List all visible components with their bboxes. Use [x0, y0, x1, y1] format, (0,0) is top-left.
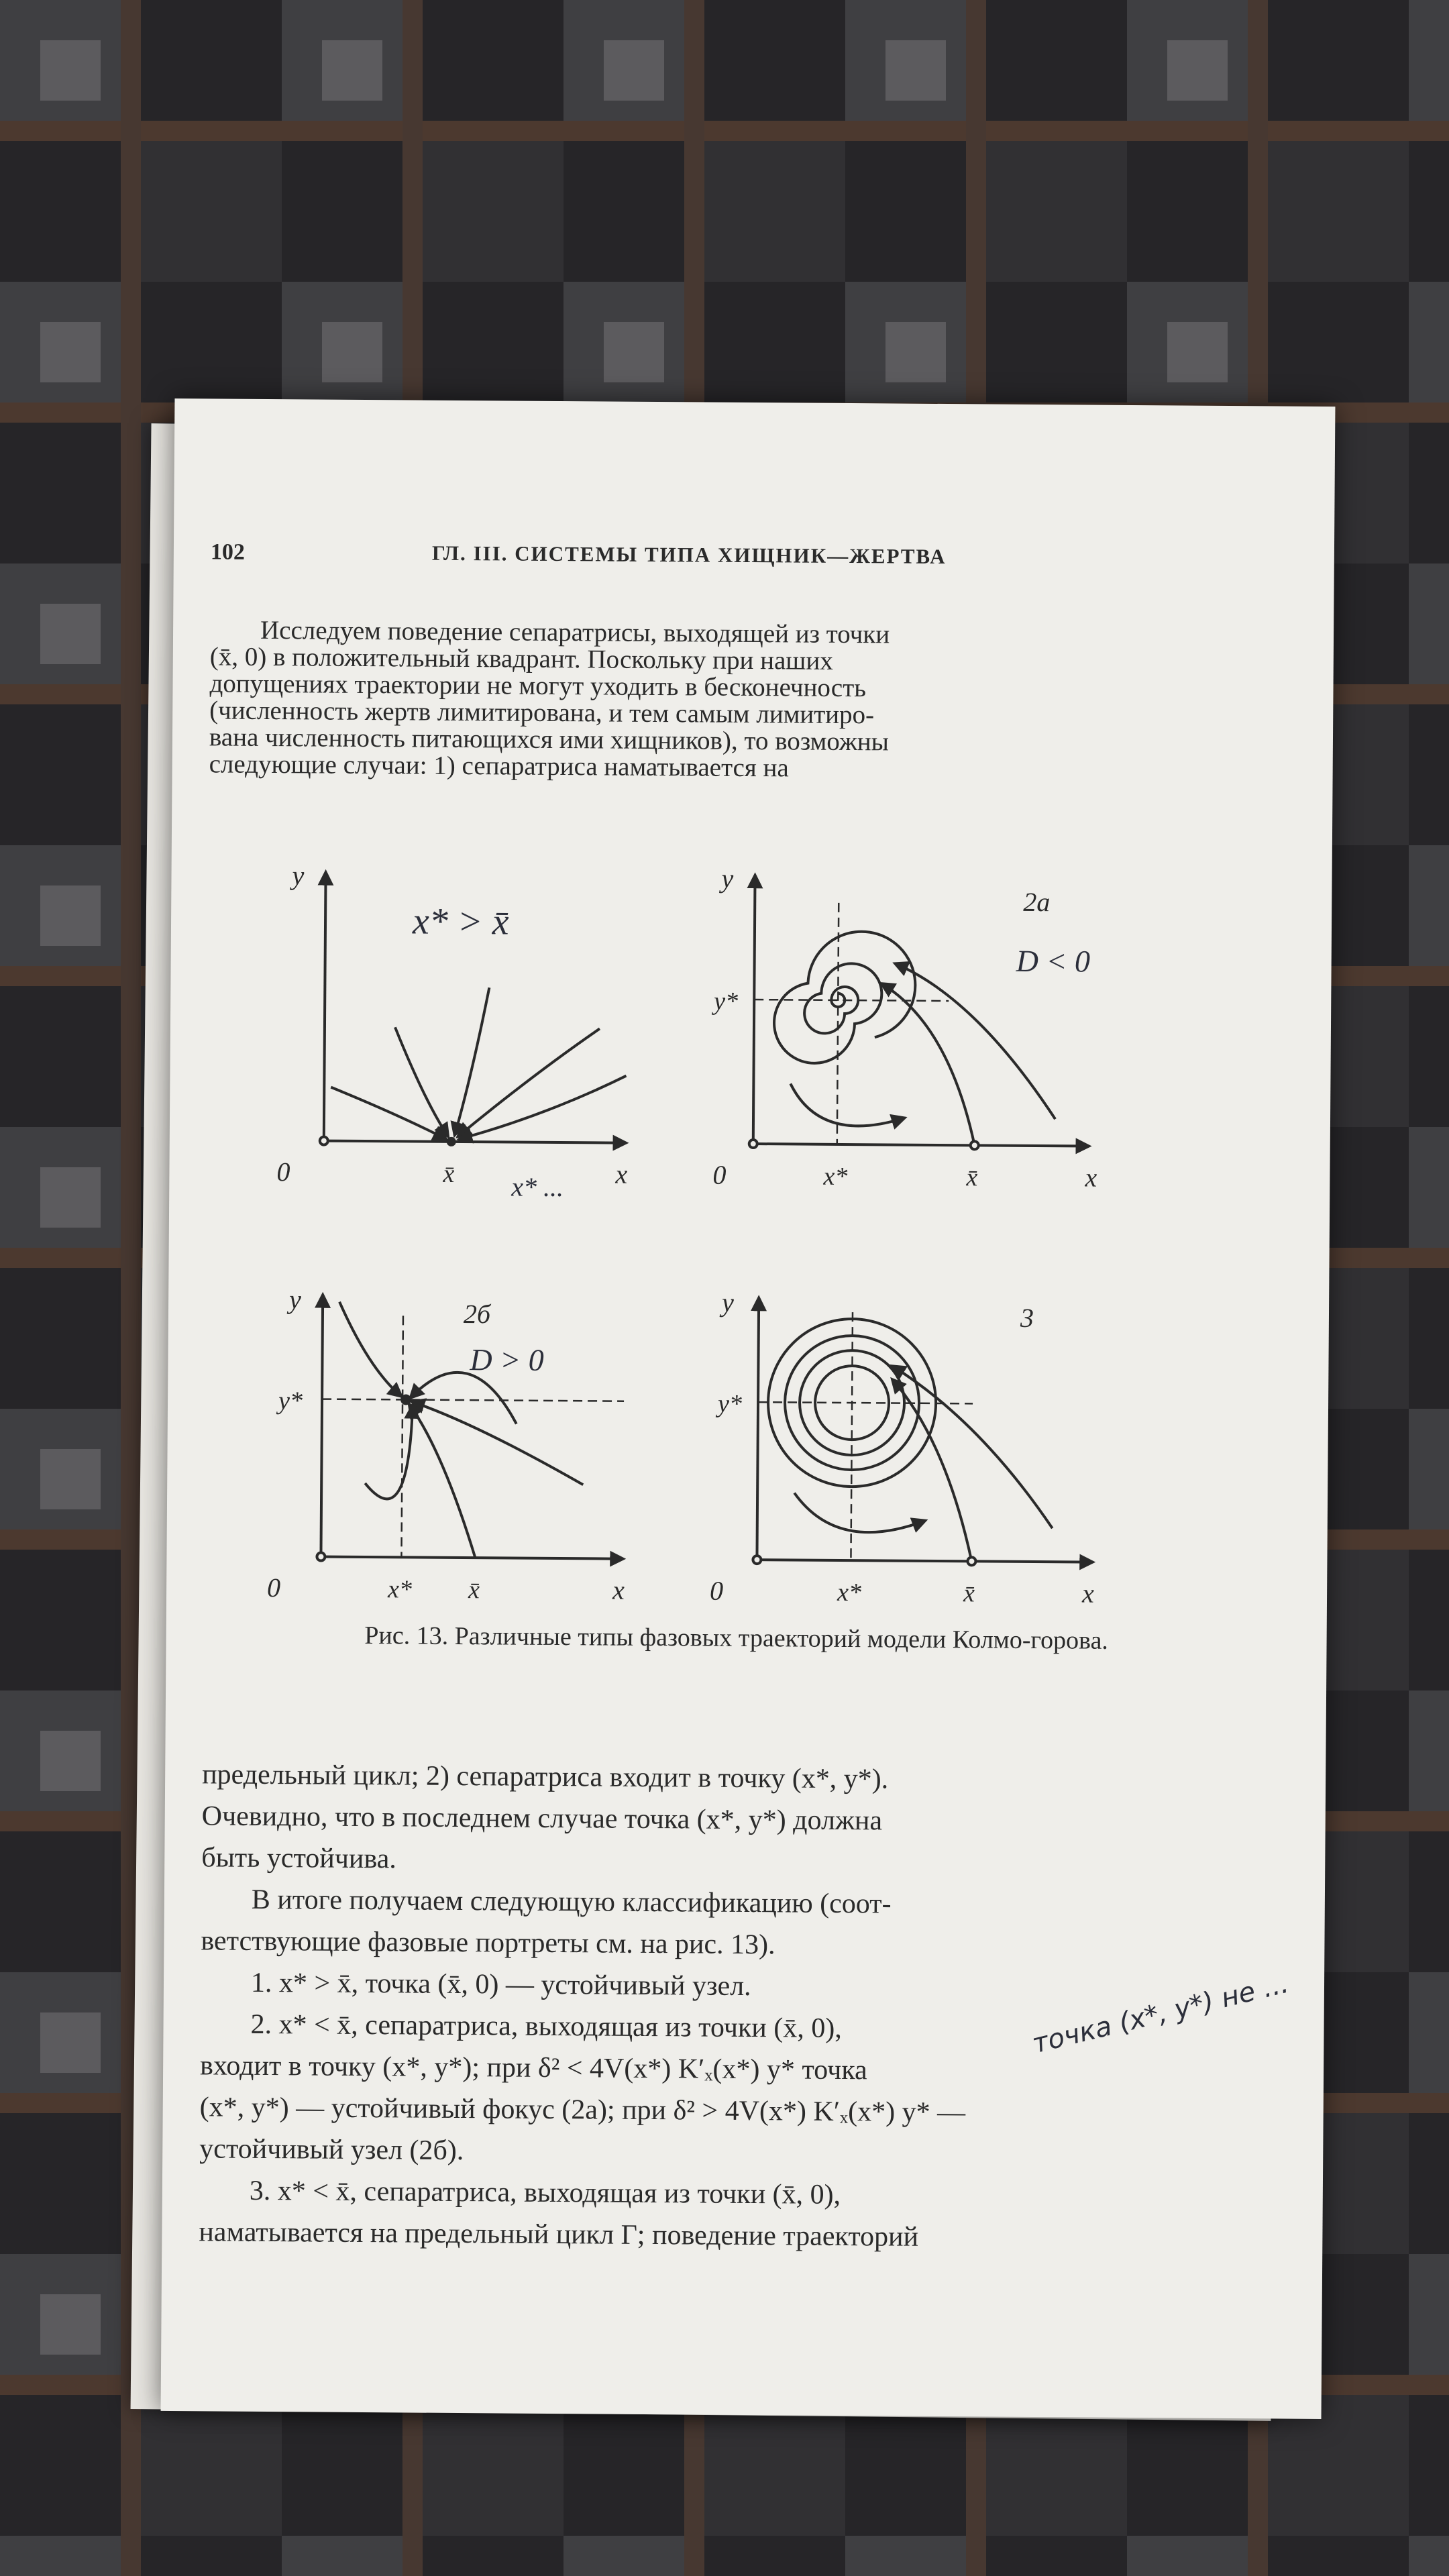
panel-3-origin: 0 [709, 1575, 724, 1606]
panel-2b-xbar: x̄ [468, 1576, 480, 1605]
panel-2b-x-label: x [612, 1574, 625, 1605]
intro-line: (x̄, 0) в положительный квадрант. Поскольку при наших [209, 642, 833, 676]
panel-1-origin: 0 [276, 1157, 290, 1187]
book-page [161, 398, 1336, 2419]
trajectory [455, 987, 490, 1135]
case-2: 2. x* < x̄, сепаратриса, выходящая из точки (x̄, 0), [250, 2008, 843, 2044]
panel-2a-xbar: x̄ [966, 1163, 978, 1192]
panel-1-y-axis [324, 873, 326, 1141]
panel-2b-y-label: y [288, 1284, 302, 1315]
panel-1 [276, 860, 630, 1203]
panel-3-xstar: x* [837, 1578, 862, 1607]
body-line: входит в точку (x*, y*); при δ² < 4V(x*) K′ₓ(x*) y* точка [199, 2050, 867, 2086]
panel-1-xbar-label: x̄ [443, 1159, 455, 1188]
panel-2b [267, 1284, 627, 1605]
panel-2a-xstar: x* [823, 1162, 848, 1191]
panel-2b-y-axis [321, 1295, 323, 1557]
trajectory [394, 1027, 449, 1136]
panel-2a-x-axis [753, 1144, 1089, 1146]
panel-3-label: 3 [1020, 1302, 1034, 1333]
chapter-header: ГЛ. III. СИСТЕМЫ ТИПА ХИЩНИК—ЖЕРТВА [431, 541, 947, 569]
equilibrium-point [967, 1557, 975, 1565]
handwritten-note-panel-2a: D < 0 [1016, 943, 1091, 979]
body-line: (x*, y*) — устойчивый фокус (2а); при δ² > 4V(x*) K′ₓ(x*) y* — [199, 2092, 966, 2129]
intro-line: допущениях траектории не могут уходить в бесконечность [209, 669, 867, 703]
trajectory [331, 1087, 447, 1139]
body-line: ветствующие фазовые портреты см. на рис. 13). [201, 1925, 775, 1961]
panel-3-x-label: x [1081, 1578, 1095, 1609]
handwritten-note-panel-1-bottom: x* ... [511, 1171, 564, 1203]
panel-2b-label: 2б [463, 1299, 491, 1330]
panel-2b-origin: 0 [266, 1572, 281, 1603]
panel-1-x-axis [324, 1141, 626, 1143]
panel-2a-x-label: x [1085, 1162, 1097, 1193]
handwritten-margin-note: точка (x*, y*) не ... [1029, 1968, 1292, 2060]
panel-2a-y-axis [753, 875, 755, 1144]
panel-3-xbar: x̄ [963, 1579, 975, 1608]
page-number: 102 [210, 539, 246, 565]
panel-2b-xstar: x* [387, 1575, 413, 1604]
intro-line: Исследуем поведение сепаратрисы, выходящей из точки [260, 615, 890, 649]
handwritten-note-panel-1: x* > x̄ [412, 900, 509, 943]
panel-2b-x-axis [321, 1557, 623, 1559]
panel-3-y-axis [757, 1298, 759, 1560]
panel-2a [710, 863, 1099, 1193]
page-header [211, 539, 1294, 580]
body-line: наматывается на предельный цикл Γ; поведение траекторий [199, 2216, 919, 2253]
intro-line: (численность жертв лимитирована, и тем самым лимитиро- [209, 696, 875, 730]
panel-3-x-axis [757, 1560, 1092, 1562]
body-line: предельный цикл; 2) сепаратриса входит в точку (x*, y*). [202, 1759, 889, 1795]
figure-caption: Рис. 13. Различные типы фазовых траекторий модели Колмо-горова. [364, 1621, 1109, 1655]
case-3: 3. x* < x̄, сепаратриса, выходящая из точки (x̄, 0), [249, 2175, 841, 2210]
equilibrium-point [402, 1395, 410, 1403]
trajectory [458, 1028, 600, 1137]
body-line: В итоге получаем следующую классификацию (соот- [251, 1884, 892, 1920]
panel-2a-label: 2а [1023, 886, 1051, 918]
panel-2a-y-label: y [721, 863, 734, 894]
handwritten-note-panel-2b: D > 0 [470, 1342, 544, 1377]
trajectory [411, 1372, 517, 1424]
panel-2b-ystar: y* [278, 1387, 303, 1415]
panel-2a-origin: 0 [712, 1159, 727, 1190]
intro-line: вана численность питающихся ими хищников), то возможны [209, 722, 890, 757]
panel-1-x-label: x [615, 1159, 628, 1189]
panel-2a-ystar: y* [714, 987, 739, 1016]
intro-line: следующие случаи: 1) сепаратриса наматывается на [209, 749, 789, 783]
equilibrium-point [971, 1141, 979, 1149]
trajectory [892, 1366, 1054, 1529]
trajectory [894, 964, 1057, 1120]
body-line: быть устойчива. [201, 1842, 397, 1875]
separatrix [408, 1404, 476, 1558]
case-1: 1. x* > x̄, точка (x̄, 0) — устойчивый узел. [250, 1967, 751, 2002]
spiral-trajectory [774, 931, 916, 1064]
equilibrium-point [448, 1138, 455, 1145]
intro-paragraph [209, 616, 1297, 785]
panel-1-y-label: y [292, 860, 305, 891]
trajectory [790, 1083, 904, 1126]
panel-3-y-label: y [721, 1287, 735, 1318]
body-line: Очевидно, что в последнем случае точка (x*, y*) должна [201, 1801, 883, 1837]
trajectory [339, 1302, 402, 1397]
trajectory [794, 1493, 925, 1532]
phase-portrait-figure [246, 845, 1178, 1711]
panel-3-ystar: y* [717, 1389, 743, 1418]
trajectory [365, 1405, 413, 1499]
panel-3 [710, 1287, 1096, 1609]
trajectory [460, 1075, 627, 1140]
trajectory [411, 1402, 584, 1485]
body-line: устойчивый узел (2б). [199, 2133, 464, 2167]
